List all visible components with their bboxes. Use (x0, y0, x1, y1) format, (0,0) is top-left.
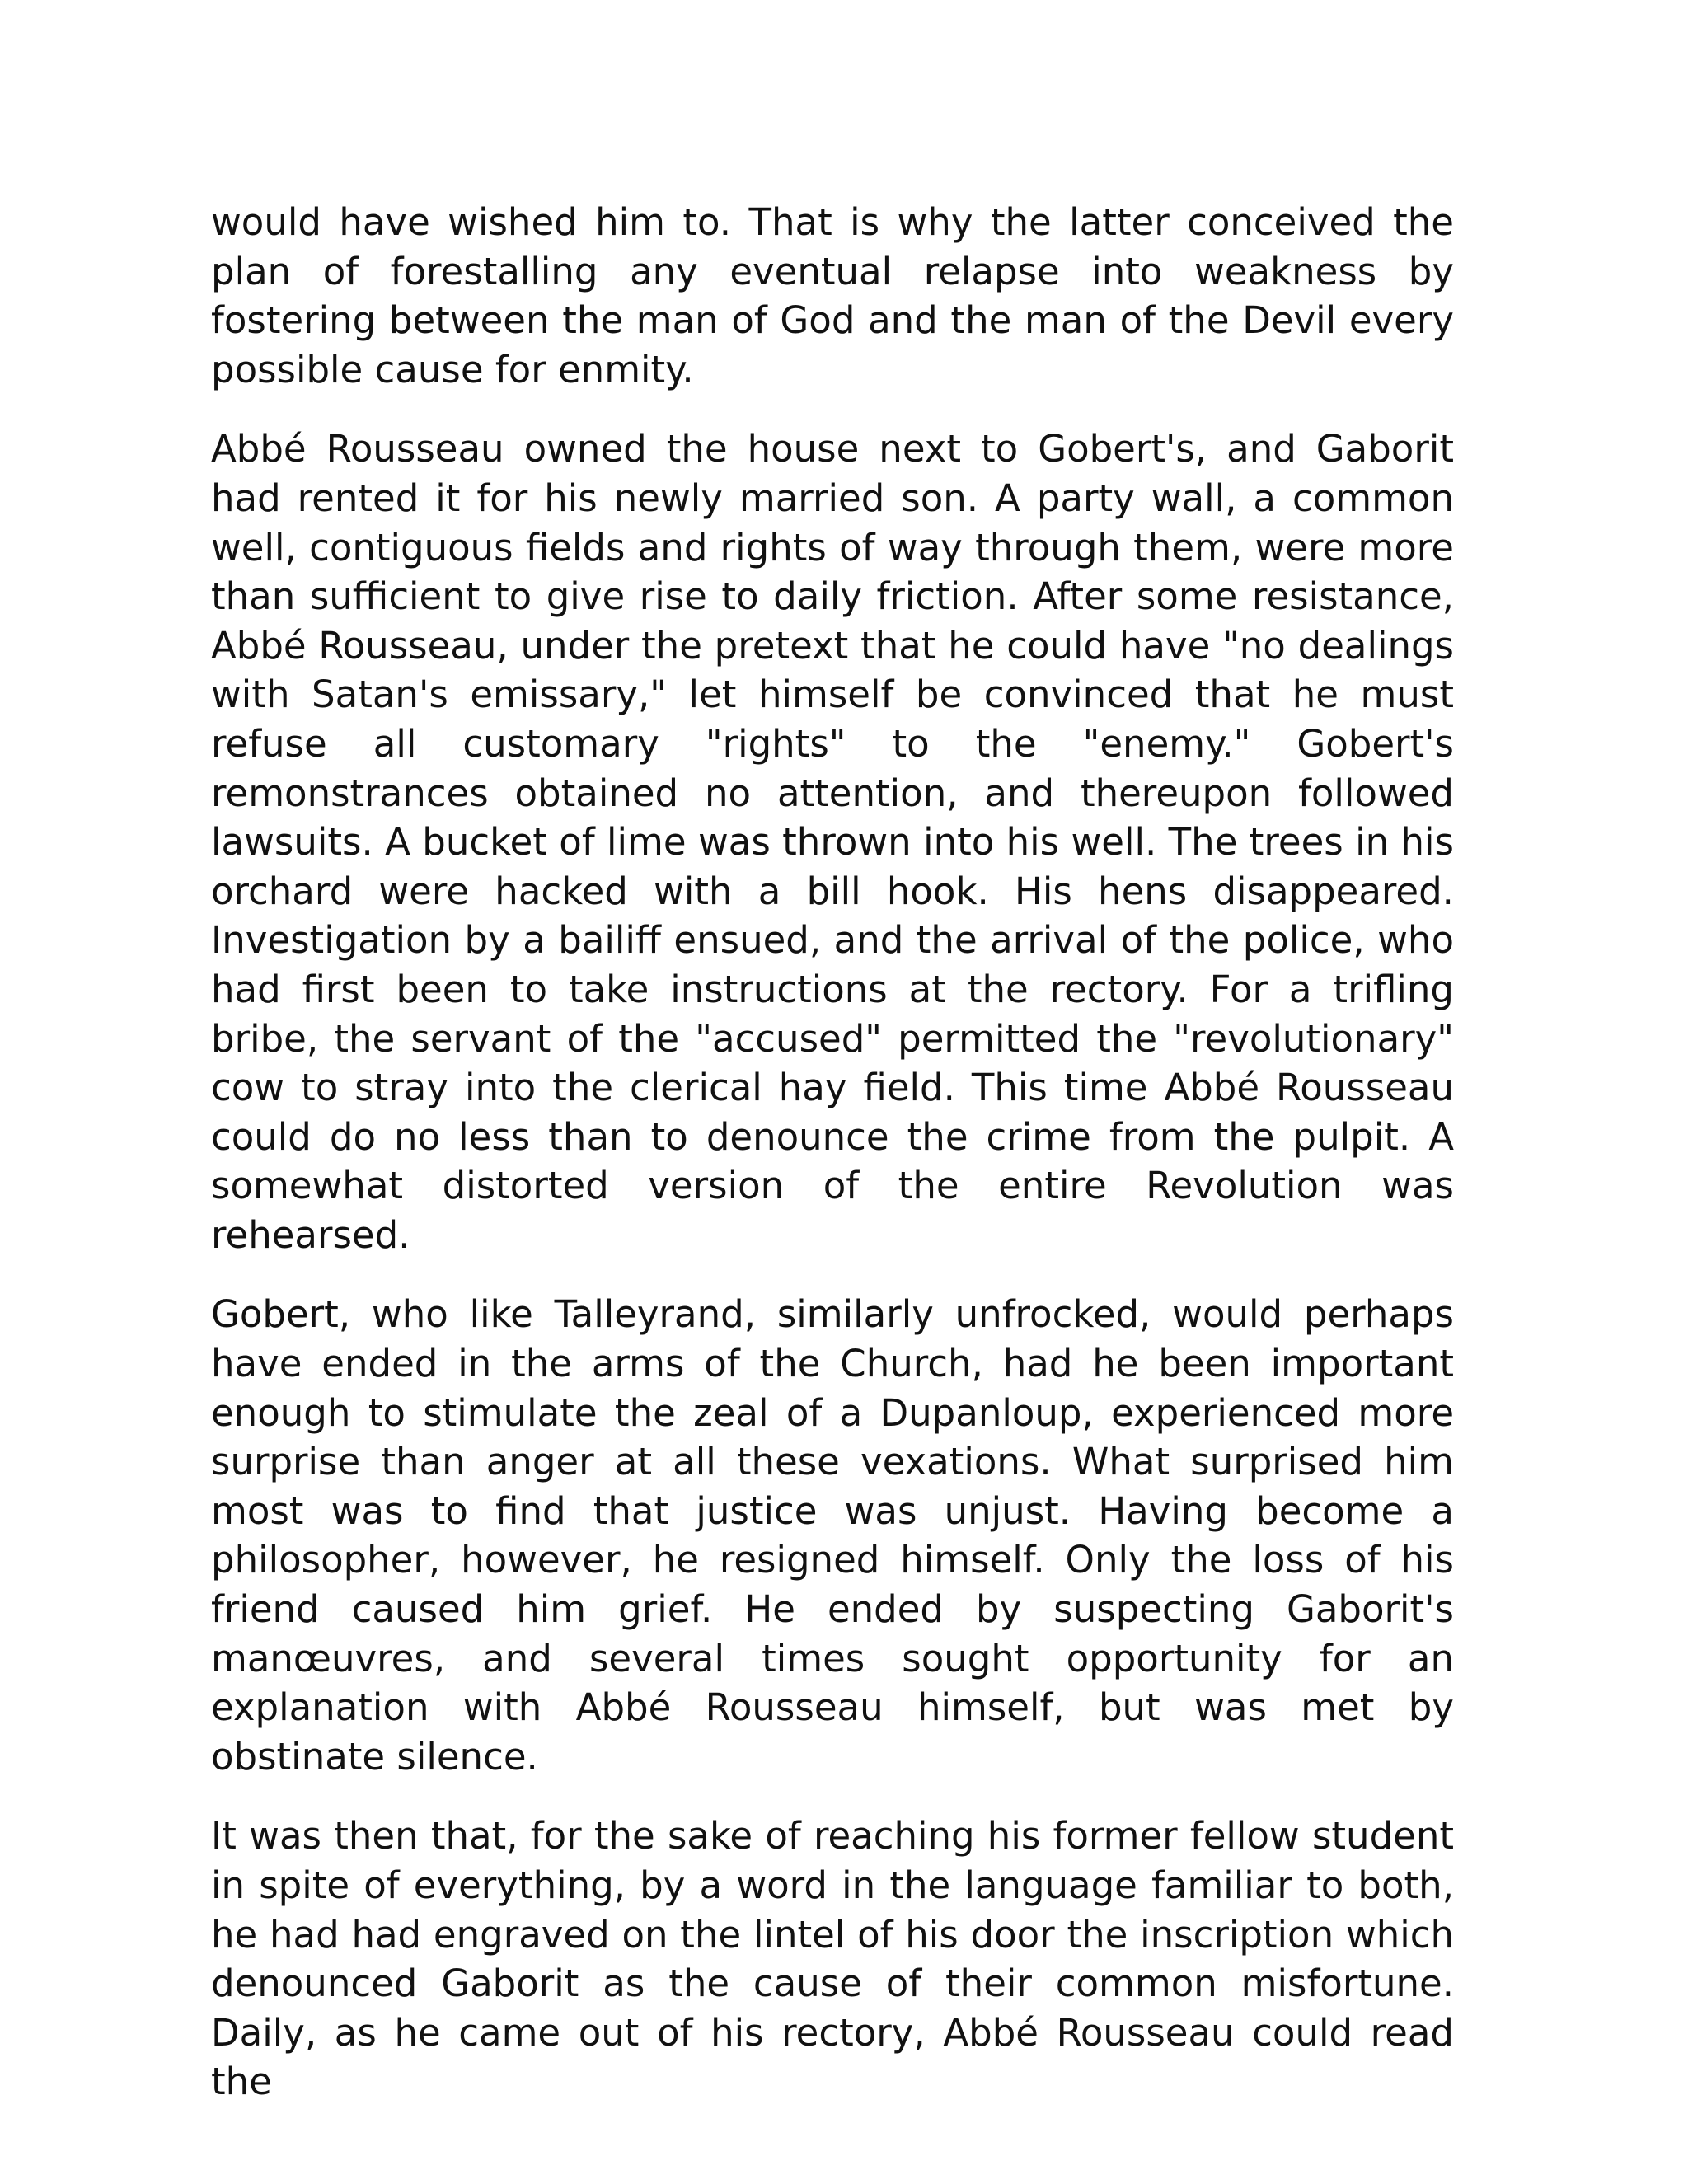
paragraph-4: It was then that, for the sake of reaching his former fellow student in spite of everything, by a word in the language familiar to both, he had had engraved on the lintel of his door the inscription which denounced Gaborit as the cause of their common misfortune. Daily, as he came out of his rectory, Abbé Rousseau could read the (211, 1814, 1454, 2104)
paragraph-2: Abbé Rousseau owned the house next to Gobert's, and Gaborit had rented it for his newly married son. A party wall, a common well, contiguous fields and rights of way through them, were more than sufficient to give rise to daily friction. After some resistance, Abbé Rousseau, under the pretext that he could have "no dealings with Satan's emissary," let himself be convinced that he must refuse all customary "rights" to the "enemy." Gobert's remonstrances obtained no attention, and thereupon followed lawsuits. A bucket of lime was thrown into his well. The trees in his orchard were hacked with a bill hook. His hens disappeared. Investigation by a bailiff ensued, and the arrival of the police, who had first been to take instructions at the rectory. For a trifling bribe, the servant of the "accused" permitted the "revolutionary" cow to stray into the clerical hay field. This time Abbé Rousseau could do no less than to denounce the crime from the pulpit. A somewhat distorted version of the entire Revolution was rehearsed. (211, 427, 1454, 1257)
body-text (211, 198, 1454, 2107)
paragraph-1: would have wished him to. That is why the latter conceived the plan of forestalling any eventual relapse into weakness by fostering between the man of God and the man of the Devil every possible cause for enmity. (211, 200, 1454, 391)
paragraph-3: Gobert, who like Talleyrand, similarly unfrocked, would perhaps have ended in the arms of the Church, had he been important enough to stimulate the zeal of a Dupanloup, experienced more surprise than anger at all these vexations. What surprised him most was to find that justice was unjust. Having become a philosopher, however, he resigned himself. Only the loss of his friend caused him grief. He ended by suspecting Gaborit's manœuvres, and several times sought opportunity for an explanation with Abbé Rousseau himself, but was met by obstinate silence. (211, 1292, 1454, 1779)
